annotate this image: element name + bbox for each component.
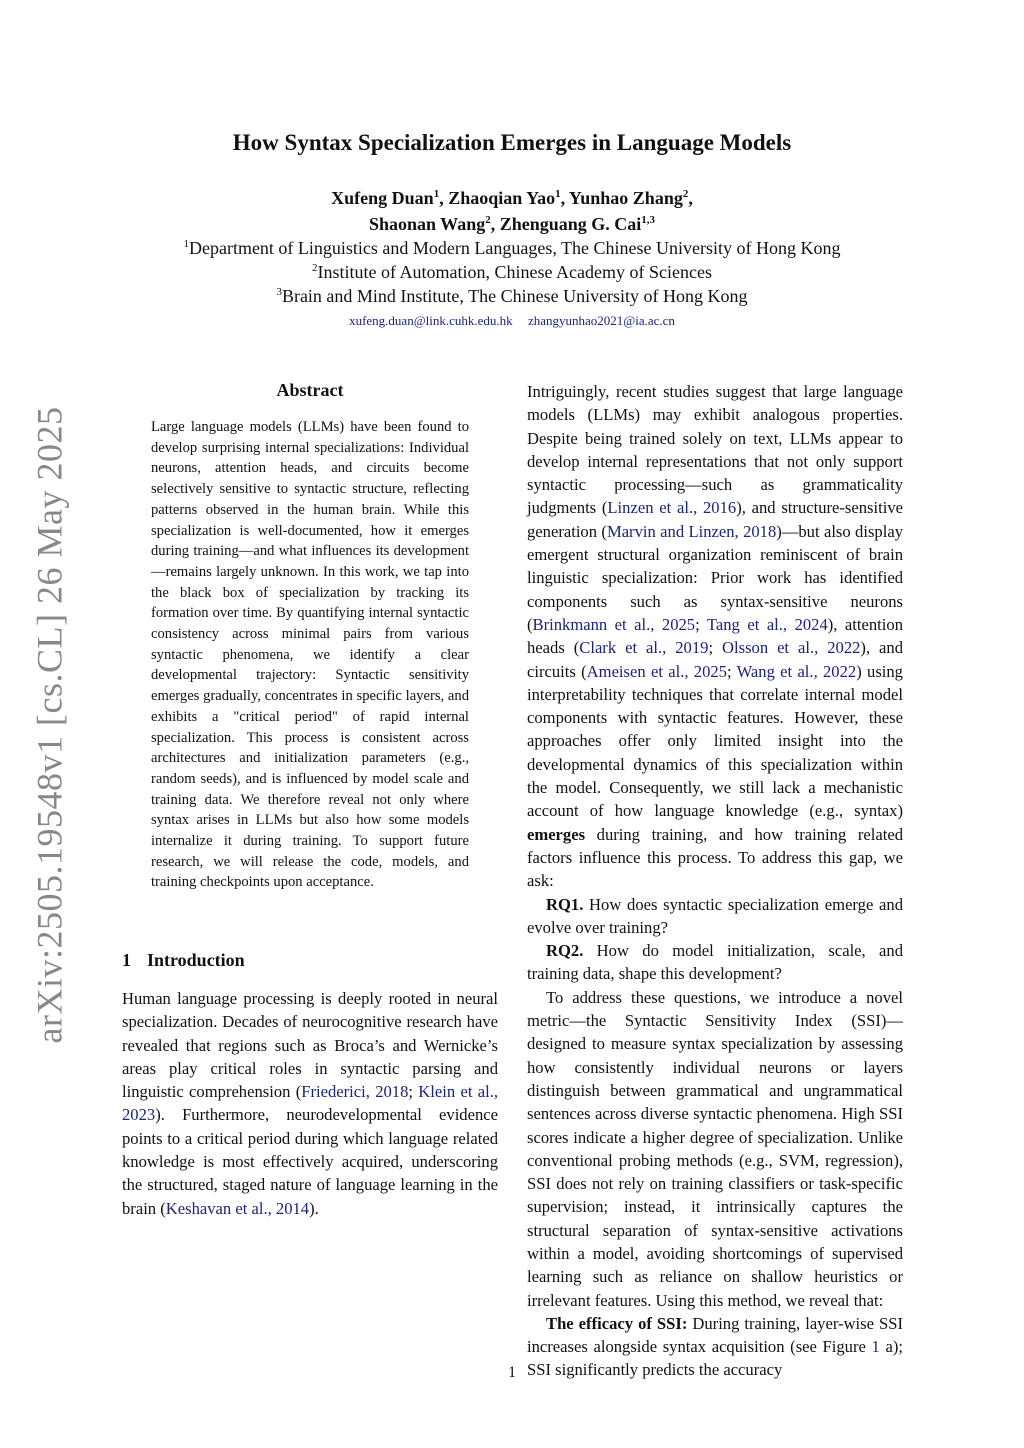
author-name: Zhenguang G. Cai xyxy=(499,214,642,234)
affiliation-list xyxy=(0,236,1024,308)
author-line-1: Xufeng Duan$^1$, Zhaoqian Yao$^1$, Yunhao Zhang$^2$, xyxy=(331,188,693,208)
citation-link[interactable]: Linzen et al., 2016 xyxy=(607,498,737,518)
affiliation-mark: 2 xyxy=(312,262,318,274)
figure-reference-link[interactable]: 1 xyxy=(871,1337,880,1357)
abstract-text: Large language models (LLMs) have been found to develop surprising internal specializations: Individual neurons, attention heads, and circuits become selectively sensitive to syntactic structure, reflecting patterns observed in the human brain. While this specialization is well-documented, how it emerges during training—and what influences its development—remains largely unknown. In this work, we tap into the black box of specialization by tracking its formation over time. By quantifying internal syntactic consistency across minimal pairs from various syntactic phenomena, we identify a clear developmental trajectory: Syntactic sensitivity emerges gradually, concentrates in specific layers, and exhibits a "critical period" of rapid internal specialization. This process is consistent across architectures and initialization parameters (e.g., random seeds), and is influenced by model scale and training data. We therefore reveal not only where syntax arises in LLMs but also how some models internalize it during training. To support future research, we will release the code, models, and training checkpoints upon acceptance. xyxy=(151,419,469,891)
citation-separator: ; xyxy=(708,638,723,658)
email-link[interactable]: zhangyunhao2021@ia.ac.cn xyxy=(527,313,675,328)
author-name: Yunhao Zhang xyxy=(568,188,683,208)
email-list xyxy=(0,313,1024,329)
author-line-2: Shaonan Wang$^2$, Zhenguang G. Cai$^{1,3}$ xyxy=(368,214,656,234)
citation-link[interactable]: Olsson et al., 2022 xyxy=(722,638,861,658)
paragraph-lead: The efficacy of SSI: xyxy=(546,1313,688,1333)
citation-link[interactable]: Friederici, 2018 xyxy=(301,1082,409,1102)
affiliation-mark: 1 xyxy=(183,238,189,250)
author-affil-mark: 1 xyxy=(433,188,440,200)
paragraph-text: ), and circuits ( xyxy=(527,638,904,681)
intro-paragraph-2-start xyxy=(527,380,903,893)
section-number: 1 xyxy=(122,950,131,970)
citation-separator: ; xyxy=(695,614,707,634)
section-heading-introduction xyxy=(122,950,245,971)
paragraph-text: a); SSI significantly predicts the accuracy xyxy=(527,1337,903,1380)
affiliation xyxy=(0,260,1024,284)
citation-link[interactable]: Keshavan et al., 2014 xyxy=(165,1198,310,1218)
author-affil-mark: 1 xyxy=(555,188,561,200)
right-column-body xyxy=(527,380,903,1382)
research-question-1 xyxy=(527,893,903,940)
paragraph-text: )—but also display emergent structural organization reminiscent of brain linguistic specialization: Prior work has identified components such as syntax-sensitive neurons ( xyxy=(527,521,903,634)
citation-link[interactable]: Tang et al., 2024 xyxy=(706,614,828,634)
affiliation-mark: 3 xyxy=(276,286,282,298)
author-affil-mark: 1,3 xyxy=(641,214,656,226)
paragraph-text: ). xyxy=(309,1198,319,1218)
paragraph-text: Intriguingly, recent studies suggest that large language models (LLMs) may exhibit analogous properties. Despite being trained solely on text, LLMs appear to develop internal representations that not only support syntactic processing—such as grammaticality judgments ( xyxy=(527,382,903,518)
affiliation-text: Institute of Automation, Chinese Academy of Sciences xyxy=(317,262,712,282)
citation-link[interactable]: Klein et al., 2023 xyxy=(122,1082,498,1125)
author-affil-mark: 2 xyxy=(682,188,689,200)
paper-title: How Syntax Specialization Emerges in Language Models xyxy=(232,130,792,155)
citation-link[interactable]: Wang et al., 2022 xyxy=(736,661,857,681)
paragraph-text: ), attention heads ( xyxy=(527,614,903,658)
citation-link[interactable]: Brinkmann et al., 2025 xyxy=(532,614,696,634)
rq-label: RQ2. xyxy=(546,941,584,961)
paragraph-text: During training, layer-wise SSI increases alongside syntax acquisition (see Figure xyxy=(527,1313,903,1357)
rq-text: How do model initialization, scale, and training data, shape this development? xyxy=(527,941,903,984)
page-number: 1 xyxy=(508,1364,516,1381)
paragraph-text: during training, and how training related factors influence this process. To address this gap, we ask: xyxy=(527,824,903,891)
rq-label: RQ1. xyxy=(546,894,584,914)
email-link[interactable]: xufeng.duan@link.cuhk.edu.hk xyxy=(349,313,513,328)
intro-paragraph-3: To address these questions, we introduce a novel metric—the Syntactic Sensitivity Index (SSI)—designed to measure syntax specialization by assessing how consistently individual neurons or layers distinguish between grammatical and ungrammatical sentences across diverse syntactic phenomena. High SSI scores indicate a higher degree of specialization. Unlike conventional probing methods (e.g., SVM, regression), SSI does not rely on training classifiers or task-specific supervision; instead, it intrinsically captures the structural separation of syntax-sensitive activations within a model, avoiding shortcomings of supervised learning such as reliance on shallow heuristics or irrelevant features. Using this method, we reveal that: xyxy=(527,987,903,1310)
emphasis-text: emerges xyxy=(527,824,586,844)
left-column-body xyxy=(122,987,498,1220)
author-name: Shaonan Wang xyxy=(368,214,486,234)
rq-text: How does syntactic specialization emerge and evolve over training? xyxy=(527,894,903,937)
intro-paragraph-1 xyxy=(122,987,498,1220)
affiliation-text: Brain and Mind Institute, The Chinese University of Hong Kong xyxy=(281,286,748,306)
author-list xyxy=(0,185,1024,237)
paragraph-text: Human language processing is deeply rooted in neural specialization. Decades of neurocognitive research have revealed that regions such as Broca’s and Wernicke’s areas play critical roles in syntactic parsing and linguistic comprehension ( xyxy=(122,989,498,1102)
arxiv-identifier: arXiv:2505.19548v1 [cs.CL] 26 May 2025 xyxy=(29,406,69,1044)
section-title: Introduction xyxy=(147,950,245,970)
paragraph-text: ). Furthermore, neurodevelopmental evidence points to a critical period during which language related knowledge is most effectively acquired, underscoring the structured, staged nature of language learning in the brain ( xyxy=(122,1105,498,1218)
citation-link[interactable]: Clark et al., 2019 xyxy=(579,638,709,658)
citation-separator: ; xyxy=(726,661,737,681)
affiliation xyxy=(0,236,1024,260)
abstract-heading: Abstract xyxy=(276,380,344,400)
author-name: Zhaoqian Yao xyxy=(448,188,556,208)
affiliation xyxy=(0,284,1024,308)
citation-separator: ; xyxy=(408,1082,419,1102)
citation-link[interactable]: Ameisen et al., 2025 xyxy=(586,661,727,681)
author-name: Xufeng Duan xyxy=(331,188,434,208)
research-question-2 xyxy=(527,939,903,986)
author-affil-mark: 2 xyxy=(485,214,491,226)
paragraph-text: ), and structure-sensitive generation ( xyxy=(527,498,903,541)
citation-link[interactable]: Marvin and Linzen, 2018 xyxy=(606,521,777,541)
affiliation-text: Department of Linguistics and Modern Languages, The Chinese University of Hong Kong xyxy=(188,238,841,258)
arxiv-identifier-margin xyxy=(24,406,74,1044)
paragraph-text: ) using interpretability techniques that correlate internal model components with syntactic features. However, these approaches offer only limited insight into the developmental dynamics of this specialization within the model. Consequently, we still lack a mechanistic account of how language knowledge (e.g., syntax) xyxy=(527,661,903,821)
